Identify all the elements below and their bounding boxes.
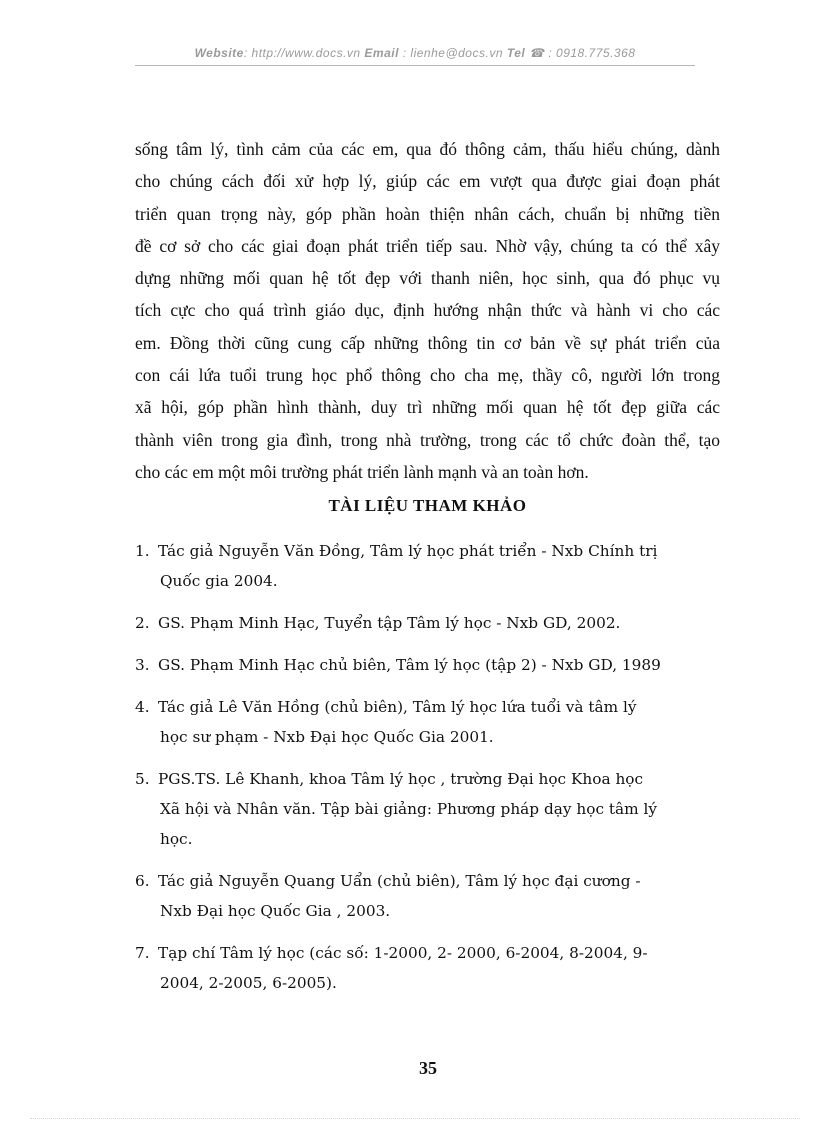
reference-line: Tạp chí Tâm lý học (các số: 1-2000, 2- 2000, 6-2004, 8-2004, 9- — [158, 944, 648, 962]
reference-item — [135, 866, 720, 926]
body-paragraph — [135, 133, 720, 488]
body-line: tích cực cho quá trình giáo dục, định hướng nhận thức và hành vi cho các — [135, 300, 720, 321]
reference-number: 4. — [135, 698, 150, 716]
body-line: sống tâm lý, tình cảm của các em, qua đó thông cảm, thấu hiểu chúng, dành — [135, 139, 720, 159]
reference-line: Tác giả Lê Văn Hồng (chủ biên), Tâm lý học lứa tuổi và tâm lý — [158, 698, 637, 716]
reference-number: 2. — [135, 614, 150, 632]
body-line: triển quan trọng này, góp phần hoàn thiện nhân cách, chuẩn bị những tiền — [135, 203, 720, 224]
reference-line: Xã hội và Nhân văn. Tập bài giảng: Phương pháp dạy học tâm lý — [160, 800, 658, 818]
reference-line: học sư phạm - Nxb Đại học Quốc Gia 2001. — [160, 728, 494, 746]
reference-line: GS. Phạm Minh Hạc, Tuyển tập Tâm lý học - Nxb GD, 2002. — [158, 614, 621, 632]
reference-line: PGS.TS. Lê Khanh, khoa Tâm lý học , trường Đại học Khoa học — [158, 770, 644, 788]
reference-line: Tác giả Nguyễn Quang Uẩn (chủ biên), Tâm lý học đại cương - — [158, 872, 641, 890]
reference-item — [135, 692, 720, 752]
body-line: em. Đồng thời cũng cung cấp những thông tin cơ bản về sự phát triển của — [135, 332, 720, 353]
body-line: cho chúng cách đối xử hợp lý, giúp các em vượt qua được giai đoạn phát — [135, 171, 720, 192]
reference-line: Quốc gia 2004. — [160, 572, 278, 590]
reference-line: Nxb Đại học Quốc Gia , 2003. — [160, 902, 391, 920]
reference-number: 6. — [135, 872, 150, 890]
reference-item — [135, 536, 720, 596]
reference-item — [135, 938, 720, 998]
reference-item — [135, 764, 720, 854]
reference-number: 7. — [135, 944, 150, 962]
page-number: 35 — [419, 1058, 437, 1078]
body-line: con cái lứa tuổi trung học phổ thông cho cha mẹ, thầy cô, người lớn trong — [135, 365, 720, 386]
reference-number: 5. — [135, 770, 150, 788]
tel-label: Tel — [506, 46, 526, 60]
reference-item — [135, 650, 720, 680]
reference-line: Tác giả Nguyễn Văn Đồng, Tâm lý học phát triển - Nxb Chính trị — [158, 542, 658, 560]
body-line: xã hội, góp phần hình thành, duy trì những mối quan hệ tốt đẹp giữa các — [135, 397, 720, 418]
references-heading: TÀI LIỆU THAM KHẢO — [328, 496, 527, 515]
reference-item — [135, 608, 720, 638]
website-label: Website — [194, 46, 244, 60]
footer-divider — [30, 1118, 800, 1119]
email-value[interactable]: : lienhe@docs.vn — [398, 46, 507, 60]
reference-number: 3. — [135, 656, 150, 674]
email-label: Email — [364, 46, 399, 60]
reference-line: học. — [160, 830, 193, 848]
body-line: đề cơ sở cho các giai đoạn phát triển tiếp sau. Nhờ vậy, chúng ta có thể xây — [135, 235, 720, 256]
header-divider — [135, 65, 695, 66]
body-line: thành viên trong gia đình, trong nhà trường, trong các tổ chức đoàn thể, tạo — [135, 429, 720, 450]
tel-value: ☎ : 0918.775.368 — [525, 46, 636, 60]
body-line: cho các em một môi trường phát triển lành mạnh và an toàn hơn. — [135, 461, 589, 482]
body-line: dựng những mối quan hệ tốt đẹp với thanh niên, học sinh, qua đó phục vụ — [135, 268, 720, 289]
reference-line: 2004, 2-2005, 6-2005). — [160, 974, 337, 992]
reference-line: GS. Phạm Minh Hạc chủ biên, Tâm lý học (tập 2) - Nxb GD, 1989 — [158, 656, 661, 674]
page-header — [135, 46, 695, 60]
website-value[interactable]: : http://www.docs.vn — [243, 46, 365, 60]
reference-number: 1. — [135, 542, 150, 560]
references-list — [135, 536, 720, 1010]
